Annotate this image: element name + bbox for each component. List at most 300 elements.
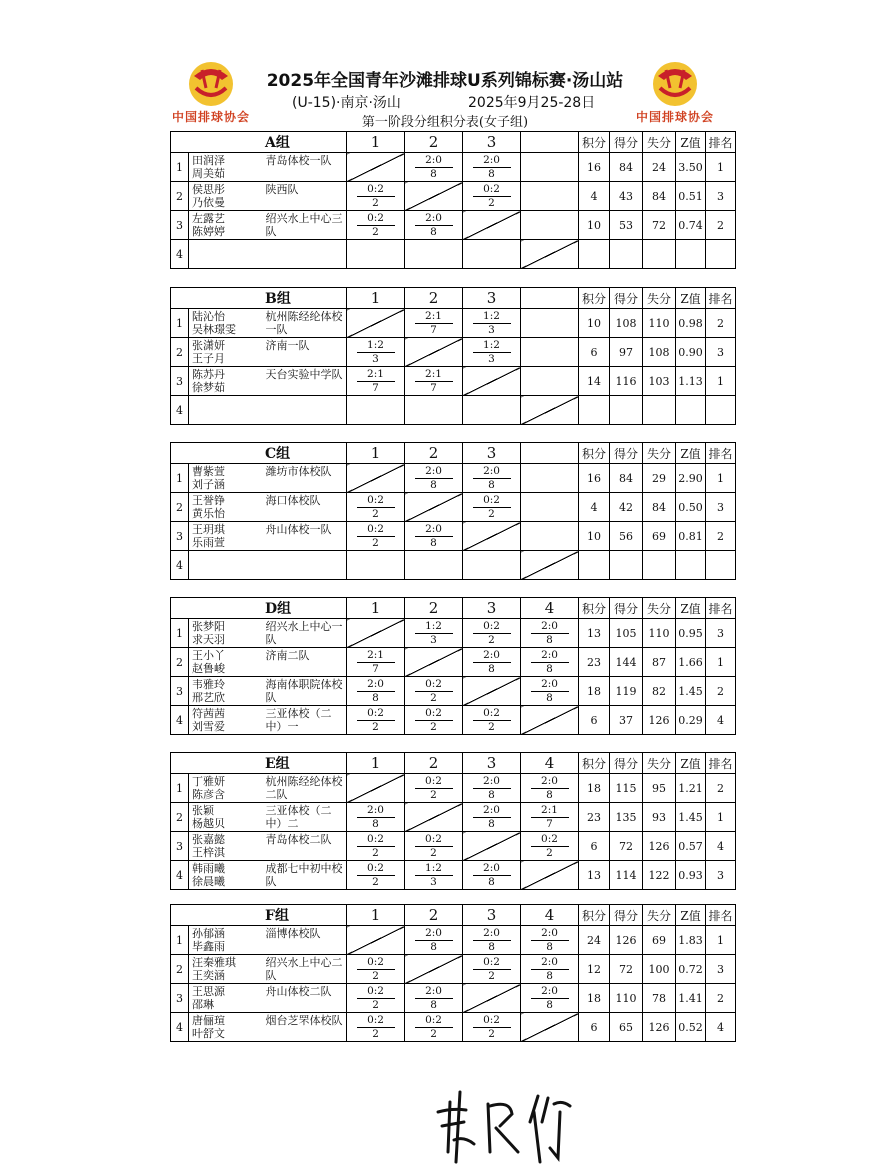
- player-names: [189, 706, 263, 735]
- team-row: [171, 182, 736, 211]
- stat-ls: 93: [643, 803, 676, 832]
- stat-z: 0.81: [676, 522, 706, 551]
- match-result: [347, 706, 405, 735]
- player-2-name: 毕鑫雨: [192, 940, 225, 953]
- empty-match-cell: [463, 240, 521, 269]
- set-score: 2:0: [415, 928, 453, 941]
- stat-pts: [579, 551, 610, 580]
- player-1-name: 符茜茜: [192, 707, 225, 720]
- set-score: 2:0: [531, 679, 569, 692]
- match-result: [463, 861, 521, 890]
- stat-z: [676, 396, 706, 425]
- set-score: 2:0: [473, 928, 511, 941]
- set-score: 0:2: [473, 184, 511, 197]
- stat-sc: 84: [610, 464, 643, 493]
- team-name: [263, 240, 347, 269]
- set-score: 2:1: [415, 311, 453, 324]
- player-1-name: 陈苏丹: [192, 368, 225, 381]
- stat-z: 1.45: [676, 803, 706, 832]
- player-names: [189, 153, 263, 182]
- stat-z: 0.51: [676, 182, 706, 211]
- player-2-name: 徐梦茹: [192, 381, 225, 394]
- stat-z: 0.57: [676, 832, 706, 861]
- empty-match-cell: [521, 464, 579, 493]
- team-name: 烟台芝罘体校队: [263, 1013, 347, 1042]
- match-points: 2: [430, 846, 437, 859]
- set-score: 2:0: [415, 213, 453, 226]
- stat-sc: 53: [610, 211, 643, 240]
- match-result: [463, 464, 521, 493]
- self-match-blank: [521, 396, 579, 425]
- player-names: [189, 984, 263, 1013]
- player-1-name: 孙郁涵: [192, 927, 225, 940]
- match-result: [463, 774, 521, 803]
- opponent-column-header: 3: [463, 905, 521, 926]
- match-result: [405, 774, 463, 803]
- stat-rk: 4: [706, 1013, 736, 1042]
- match-points: 8: [488, 478, 495, 491]
- match-points: 8: [488, 167, 495, 180]
- player-names: [189, 648, 263, 677]
- team-name: 潍坊市体校队: [263, 464, 347, 493]
- set-score: 0:2: [357, 213, 395, 226]
- match-points: 3: [430, 633, 437, 646]
- team-row: [171, 648, 736, 677]
- stat-sc: 105: [610, 619, 643, 648]
- set-score: 0:2: [415, 834, 453, 847]
- opponent-column-header: 3: [463, 753, 521, 774]
- player-names: [189, 211, 263, 240]
- match-result: [347, 803, 405, 832]
- stat-pts: [579, 396, 610, 425]
- stat-ls: 110: [643, 309, 676, 338]
- stat-ls: 126: [643, 832, 676, 861]
- group-name: A组: [171, 132, 347, 153]
- player-2-name: 杨越贝: [192, 817, 225, 830]
- stat-sc: [610, 240, 643, 269]
- set-score: 0:2: [357, 495, 395, 508]
- empty-match-cell: [405, 551, 463, 580]
- empty-match-cell: [347, 551, 405, 580]
- stat-ls: 103: [643, 367, 676, 396]
- team-index: 4: [171, 240, 189, 269]
- stat-sc: 144: [610, 648, 643, 677]
- stat-rk: 1: [706, 464, 736, 493]
- empty-match-cell: [347, 396, 405, 425]
- empty-match-cell: [521, 182, 579, 211]
- stat-header-z: Z值: [676, 598, 706, 619]
- match-points: 8: [430, 478, 437, 491]
- stat-sc: 119: [610, 677, 643, 706]
- match-points: 2: [430, 788, 437, 801]
- match-result: [347, 522, 405, 551]
- stat-sc: 115: [610, 774, 643, 803]
- set-score: 2:0: [415, 466, 453, 479]
- set-score: 0:2: [473, 1015, 511, 1028]
- stat-pts: 18: [579, 774, 610, 803]
- stat-rk: [706, 551, 736, 580]
- team-index: 1: [171, 926, 189, 955]
- set-score: 2:0: [473, 650, 511, 663]
- team-name: [263, 396, 347, 425]
- self-match-blank: [521, 551, 579, 580]
- empty-match-cell: [521, 522, 579, 551]
- stat-header-rank: 排名: [706, 598, 736, 619]
- stat-header-z: Z值: [676, 753, 706, 774]
- player-names: [189, 396, 263, 425]
- stat-header-rank: 排名: [706, 905, 736, 926]
- stat-pts: 10: [579, 309, 610, 338]
- match-points: 7: [430, 381, 437, 394]
- set-score: 0:2: [357, 834, 395, 847]
- opponent-column-header: 3: [463, 443, 521, 464]
- set-score: 2:0: [357, 805, 395, 818]
- self-match-blank: [463, 832, 521, 861]
- team-row: [171, 955, 736, 984]
- team-index: 1: [171, 309, 189, 338]
- match-points: 3: [488, 323, 495, 336]
- team-name: 三亚体校（二中）一: [263, 706, 347, 735]
- player-2-name: 求天羽: [192, 633, 225, 646]
- stat-ls: 78: [643, 984, 676, 1013]
- stat-header-points: 积分: [579, 288, 610, 309]
- player-2-name: 邵琳: [192, 998, 214, 1011]
- match-result: [521, 926, 579, 955]
- stat-sc: 72: [610, 955, 643, 984]
- opponent-column-header: 4: [521, 753, 579, 774]
- match-points: 8: [488, 875, 495, 888]
- logo-label: 中国排球协会: [171, 110, 250, 124]
- match-result: [463, 955, 521, 984]
- set-score: 1:2: [415, 621, 453, 634]
- opponent-column-header: 1: [347, 288, 405, 309]
- stat-header-points: 积分: [579, 443, 610, 464]
- team-row: [171, 367, 736, 396]
- opponent-column-header: 3: [463, 132, 521, 153]
- stat-pts: 13: [579, 619, 610, 648]
- stat-ls: 126: [643, 1013, 676, 1042]
- match-result: [405, 677, 463, 706]
- player-2-name: 陈婷婷: [192, 225, 225, 238]
- team-index: 3: [171, 832, 189, 861]
- set-score: 0:2: [473, 708, 511, 721]
- stat-z: 1.13: [676, 367, 706, 396]
- stat-header-rank: 排名: [706, 132, 736, 153]
- player-1-name: 韦雅玲: [192, 678, 225, 691]
- match-points: 8: [488, 817, 495, 830]
- match-points: 8: [488, 940, 495, 953]
- player-names: [189, 774, 263, 803]
- match-points: 2: [372, 507, 379, 520]
- player-names: [189, 367, 263, 396]
- player-names: [189, 803, 263, 832]
- player-1-name: 曹紫萱: [192, 465, 225, 478]
- stat-pts: 6: [579, 706, 610, 735]
- match-points: 8: [430, 167, 437, 180]
- player-1-name: 陆沁怡: [192, 310, 225, 323]
- player-names: [189, 861, 263, 890]
- player-1-name: 汪秦雅琪: [192, 956, 236, 969]
- team-row: [171, 803, 736, 832]
- stat-sc: 84: [610, 153, 643, 182]
- player-names: [189, 551, 263, 580]
- team-row: [171, 619, 736, 648]
- player-2-name: 徐晨曦: [192, 875, 225, 888]
- team-row: [171, 1013, 736, 1042]
- stat-rk: [706, 240, 736, 269]
- stat-header-scored: 得分: [610, 598, 643, 619]
- team-row: [171, 464, 736, 493]
- empty-match-cell: [405, 240, 463, 269]
- team-name: 海口体校队: [263, 493, 347, 522]
- set-score: 1:2: [473, 340, 511, 353]
- group-name: E组: [171, 753, 347, 774]
- self-match-blank: [521, 706, 579, 735]
- match-result: [347, 955, 405, 984]
- stat-header-scored: 得分: [610, 905, 643, 926]
- stat-z: 1.41: [676, 984, 706, 1013]
- player-names: [189, 493, 263, 522]
- stat-z: 1.21: [676, 774, 706, 803]
- stat-header-z: Z值: [676, 132, 706, 153]
- match-result: [347, 182, 405, 211]
- set-score: 2:0: [531, 621, 569, 634]
- set-score: 2:1: [357, 650, 395, 663]
- match-result: [521, 619, 579, 648]
- self-match-blank: [521, 1013, 579, 1042]
- stat-header-points: 积分: [579, 598, 610, 619]
- stat-ls: 95: [643, 774, 676, 803]
- opponent-column-header: 2: [405, 905, 463, 926]
- stat-rk: 1: [706, 648, 736, 677]
- team-name: 杭州陈经纶体校一队: [263, 309, 347, 338]
- stat-header-scored: 得分: [610, 443, 643, 464]
- stat-sc: 43: [610, 182, 643, 211]
- stat-header-points: 积分: [579, 905, 610, 926]
- match-points: 3: [488, 352, 495, 365]
- player-names: [189, 464, 263, 493]
- stat-z: 0.95: [676, 619, 706, 648]
- match-result: [405, 367, 463, 396]
- stat-header-z: Z值: [676, 905, 706, 926]
- set-score: 0:2: [357, 986, 395, 999]
- empty-match-cell: [463, 396, 521, 425]
- opponent-column-header: 2: [405, 753, 463, 774]
- team-index: 3: [171, 367, 189, 396]
- opponent-column-header: 2: [405, 132, 463, 153]
- player-1-name: 张颖: [192, 804, 214, 817]
- match-result: [521, 984, 579, 1013]
- set-score: 2:0: [415, 524, 453, 537]
- self-match-blank: [405, 338, 463, 367]
- team-index: 1: [171, 774, 189, 803]
- match-points: 7: [430, 323, 437, 336]
- set-score: 2:0: [473, 155, 511, 168]
- match-points: 8: [546, 998, 553, 1011]
- stat-ls: 122: [643, 861, 676, 890]
- stat-pts: 23: [579, 803, 610, 832]
- stat-ls: 69: [643, 926, 676, 955]
- team-name: [263, 551, 347, 580]
- player-2-name: 刘子涵: [192, 478, 225, 491]
- stat-z: 0.52: [676, 1013, 706, 1042]
- stat-z: 0.74: [676, 211, 706, 240]
- player-2-name: 叶舒文: [192, 1027, 225, 1040]
- stat-ls: 82: [643, 677, 676, 706]
- stat-header-rank: 排名: [706, 288, 736, 309]
- empty-match-cell: [521, 367, 579, 396]
- player-1-name: 王誉铮: [192, 494, 225, 507]
- match-result: [347, 493, 405, 522]
- match-points: 8: [488, 662, 495, 675]
- stat-z: 3.50: [676, 153, 706, 182]
- player-1-name: 王思源: [192, 985, 225, 998]
- stat-header-z: Z值: [676, 443, 706, 464]
- set-score: 2:0: [473, 863, 511, 876]
- stat-pts: 24: [579, 926, 610, 955]
- match-result: [405, 153, 463, 182]
- stat-header-lost: 失分: [643, 598, 676, 619]
- team-name: 淄博体校队: [263, 926, 347, 955]
- team-row: [171, 926, 736, 955]
- stat-header-lost: 失分: [643, 132, 676, 153]
- player-2-name: 乐雨萱: [192, 536, 225, 549]
- player-1-name: 王玥琪: [192, 523, 225, 536]
- document-title: 2025年全国青年沙滩排球U系列锦标赛·汤山站: [266, 71, 624, 91]
- stat-header-lost: 失分: [643, 905, 676, 926]
- stat-ls: 110: [643, 619, 676, 648]
- stat-rk: 2: [706, 677, 736, 706]
- stat-rk: 3: [706, 955, 736, 984]
- stat-sc: 135: [610, 803, 643, 832]
- stat-rk: 2: [706, 211, 736, 240]
- group-name: F组: [171, 905, 347, 926]
- set-score: 0:2: [357, 708, 395, 721]
- stat-ls: 100: [643, 955, 676, 984]
- match-points: 2: [488, 507, 495, 520]
- stat-ls: [643, 551, 676, 580]
- match-result: [405, 706, 463, 735]
- stat-z: 0.72: [676, 955, 706, 984]
- match-points: 3: [430, 875, 437, 888]
- match-result: [521, 832, 579, 861]
- self-match-blank: [405, 182, 463, 211]
- stat-pts: 6: [579, 832, 610, 861]
- empty-match-cell: [521, 211, 579, 240]
- match-result: [405, 522, 463, 551]
- team-row: [171, 211, 736, 240]
- stat-pts: 4: [579, 182, 610, 211]
- player-1-name: 左露艺: [192, 212, 225, 225]
- match-points: 8: [546, 788, 553, 801]
- stat-pts: 14: [579, 367, 610, 396]
- set-score: 0:2: [415, 708, 453, 721]
- set-score: 0:2: [473, 621, 511, 634]
- team-index: 2: [171, 182, 189, 211]
- stat-header-lost: 失分: [643, 753, 676, 774]
- self-match-blank: [405, 955, 463, 984]
- set-score: 0:2: [415, 1015, 453, 1028]
- player-names: [189, 338, 263, 367]
- set-score: 1:2: [415, 863, 453, 876]
- match-points: 2: [372, 969, 379, 982]
- player-2-name: 乃依曼: [192, 196, 225, 209]
- stat-header-scored: 得分: [610, 288, 643, 309]
- team-index: 2: [171, 338, 189, 367]
- player-1-name: 侯思彤: [192, 183, 225, 196]
- team-index: 3: [171, 984, 189, 1013]
- stat-z: 2.90: [676, 464, 706, 493]
- team-index: 4: [171, 551, 189, 580]
- player-1-name: 张潇妍: [192, 339, 225, 352]
- match-result: [347, 861, 405, 890]
- team-row: [171, 338, 736, 367]
- team-index: 2: [171, 493, 189, 522]
- match-points: 8: [546, 969, 553, 982]
- stat-z: 1.66: [676, 648, 706, 677]
- match-result: [405, 464, 463, 493]
- match-points: 2: [488, 720, 495, 733]
- match-points: 3: [372, 352, 379, 365]
- stat-z: 1.45: [676, 677, 706, 706]
- team-name: 青岛体校二队: [263, 832, 347, 861]
- team-row: [171, 774, 736, 803]
- stat-z: 0.29: [676, 706, 706, 735]
- stat-sc: 37: [610, 706, 643, 735]
- stat-ls: [643, 240, 676, 269]
- match-points: 8: [430, 940, 437, 953]
- self-match-blank: [463, 677, 521, 706]
- stat-pts: [579, 240, 610, 269]
- player-names: [189, 182, 263, 211]
- opponent-column-header: 4: [521, 598, 579, 619]
- match-points: 8: [430, 998, 437, 1011]
- stat-header-rank: 排名: [706, 443, 736, 464]
- player-names: [189, 619, 263, 648]
- match-result: [521, 955, 579, 984]
- logo-label-right: 中国排球协会: [635, 110, 714, 124]
- stat-rk: 2: [706, 522, 736, 551]
- stat-ls: 72: [643, 211, 676, 240]
- stat-pts: 4: [579, 493, 610, 522]
- team-row: [171, 153, 736, 182]
- opponent-column-header: 2: [405, 443, 463, 464]
- team-index: 4: [171, 396, 189, 425]
- player-1-name: 田润泽: [192, 154, 225, 167]
- team-name: 海南体职院体校队: [263, 677, 347, 706]
- opponent-column-header: 1: [347, 905, 405, 926]
- team-row: [171, 309, 736, 338]
- match-result: [405, 832, 463, 861]
- player-2-name: 王子月: [192, 352, 225, 365]
- stat-header-z: Z值: [676, 288, 706, 309]
- empty-match-cell: [405, 396, 463, 425]
- set-score: 2:0: [473, 776, 511, 789]
- stat-ls: 84: [643, 493, 676, 522]
- set-score: 2:0: [357, 679, 395, 692]
- group-table: [170, 752, 736, 890]
- stat-rk: 1: [706, 803, 736, 832]
- stat-ls: 69: [643, 522, 676, 551]
- stat-sc: [610, 551, 643, 580]
- stat-ls: 24: [643, 153, 676, 182]
- match-result: [463, 1013, 521, 1042]
- opponent-column-header: 1: [347, 753, 405, 774]
- stat-header-scored: 得分: [610, 132, 643, 153]
- player-2-name: 陈彦含: [192, 788, 225, 801]
- player-1-name: 丁雅妍: [192, 775, 225, 788]
- team-name: 成都七中初中校队: [263, 861, 347, 890]
